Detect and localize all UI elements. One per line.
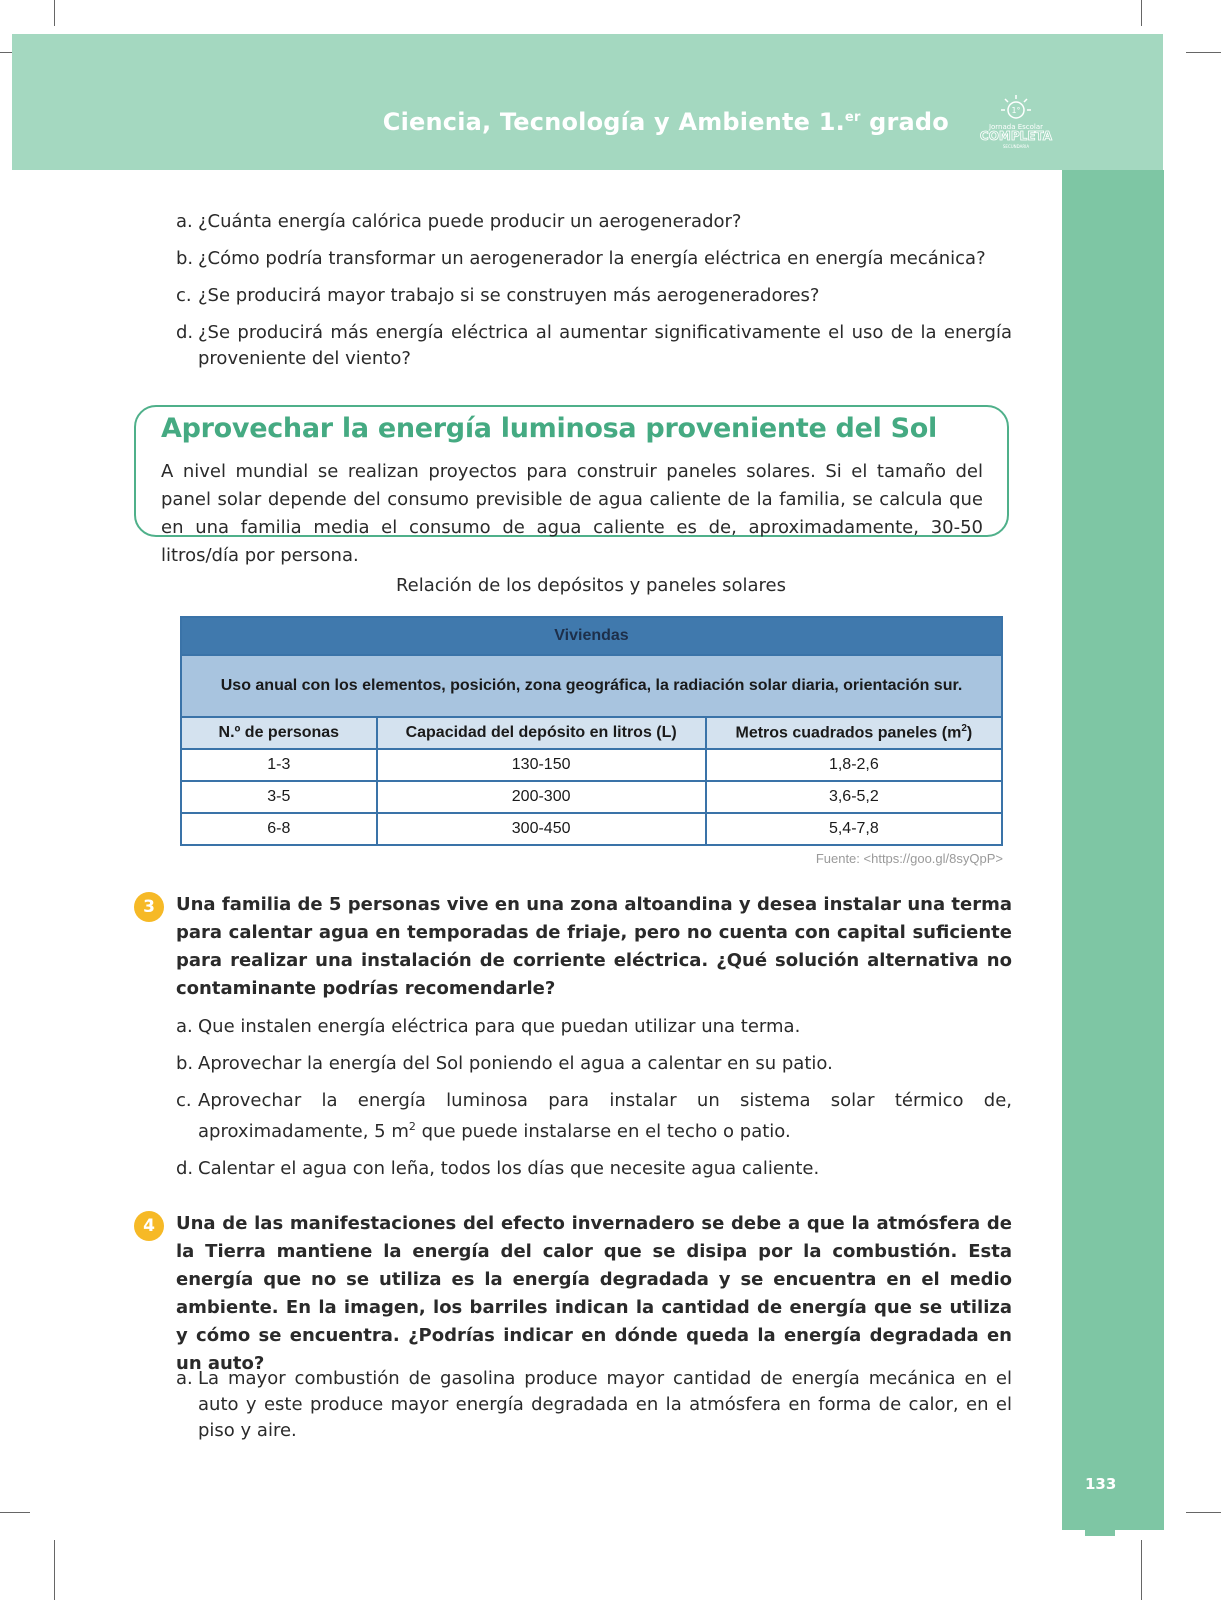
column-header: N.º de personas	[181, 717, 377, 749]
info-box	[134, 405, 1009, 566]
table-caption: Relación de los depósitos y paneles solares	[395, 575, 787, 596]
column-header: Metros cuadrados paneles $(m^2)$	[706, 717, 1002, 749]
question-3-options	[176, 1014, 1012, 1193]
question-4-options	[176, 1366, 1012, 1455]
list-item: a. La mayor combustión de gasolina produce mayor cantidad de energía mecánica en el auto y este produce mayor energía degradada en la atmósfera en forma de calor, en el piso y aire.	[176, 1368, 1012, 1441]
svg-text:COMPLETA: COMPLETA	[979, 129, 1053, 143]
crop-mark	[1141, 0, 1142, 26]
crop-mark	[1186, 1512, 1221, 1513]
table-group-header: Viviendas	[181, 617, 1002, 655]
svg-text:Jornada Escolar: Jornada Escolar	[988, 123, 1044, 131]
crop-mark	[1141, 1540, 1142, 1600]
info-box-text: A nivel mundial se realizan proyectos para construir paneles solares. Si el tamaño del panel solar depende del consumo previsible de agua caliente de la familia, se calcula que en una familia media el consumo de agua caliente es de, aproximadamente, 30-50 litros/día por persona.	[161, 461, 983, 566]
crop-mark	[54, 1540, 55, 1600]
side-strip	[1062, 170, 1164, 1530]
question-3-text: Una familia de 5 personas vive en una zona altoandina y desea instalar una terma para calentar agua en temporadas de friaje, pero no cuenta con capital suficiente para realizar una instalación de corriente eléctrica. ¿Qué solución alternativa no contaminante podrías recomendarle?	[176, 894, 1012, 999]
table-row: 1-3 130-150 1,8-2,6	[181, 749, 1002, 781]
table-row: 3-5 200-300 3,6-5,2	[181, 781, 1002, 813]
table-sub-header: Uso anual con los elementos, posición, zona geográfica, la radiación solar diaria, orientación sur.	[181, 655, 1002, 717]
question-number-badge: 4	[134, 1211, 164, 1241]
crop-mark	[54, 0, 55, 26]
list-item: d. ¿Se producirá más energía eléctrica al aumentar significativamente el uso de la energía proveniente del viento?	[176, 322, 1012, 369]
question-number-badge: 3	[134, 892, 164, 922]
list-item: d. Calentar el agua con leña, todos los días que necesite agua caliente.	[176, 1158, 820, 1179]
list-item: b. ¿Cómo podría transformar un aerogenerador la energía eléctrica en energía mecánica?	[176, 248, 986, 269]
svg-text:SECUNDARIA: SECUNDARIA	[1002, 144, 1030, 149]
svg-text:1°: 1°	[1011, 106, 1021, 115]
list-item: b. Aprovechar la energía del Sol poniendo el agua a calentar en su patio.	[176, 1053, 833, 1074]
list-item: a. ¿Cuánta energía calórica puede producir un aerogenerador?	[176, 211, 742, 232]
table-source: Fuente: <https://goo.gl/8syQpP>	[815, 851, 1003, 866]
crop-mark	[1186, 52, 1221, 53]
list-item: c. Aprovechar la energía luminosa para instalar un sistema solar térmico de, aproximadamente, 5 $m^2$ que puede instalarse en el techo o patio.	[176, 1090, 1012, 1142]
list-item: a. Que instalen energía eléctrica para que puedan utilizar una terma.	[176, 1016, 801, 1037]
solar-table	[180, 616, 1003, 846]
page-title: Ciencia, Tecnología y Ambiente 1.$^{er}$ grado	[382, 108, 949, 136]
info-box-title: Aprovechar la energía luminosa proveniente del Sol	[161, 413, 938, 444]
list-item: c. ¿Se producirá mayor trabajo si se construyen más aerogeneradores?	[176, 285, 820, 306]
column-header: Capacidad del depósito en litros (L)	[377, 717, 706, 749]
table-row: 6-8 300-450 5,4-7,8	[181, 813, 1002, 845]
crop-mark	[0, 1512, 30, 1513]
jec-logo	[978, 92, 1054, 154]
question-4-text: Una de las manifestaciones del efecto invernadero se debe a que la atmósfera de la Tierra mantiene la energía del calor que se disipa por la combustión. Esta energía que no se utiliza es la energía degradada y se encuentra en el medio ambiente. En la imagen, los barriles indican la cantidad de energía que se utiliza y cómo se encuentra. ¿Podrías indicar en dónde queda la energía degradada en un auto?	[176, 1213, 1012, 1374]
questions-top	[176, 209, 1012, 383]
page-number: 133	[1085, 1466, 1115, 1536]
